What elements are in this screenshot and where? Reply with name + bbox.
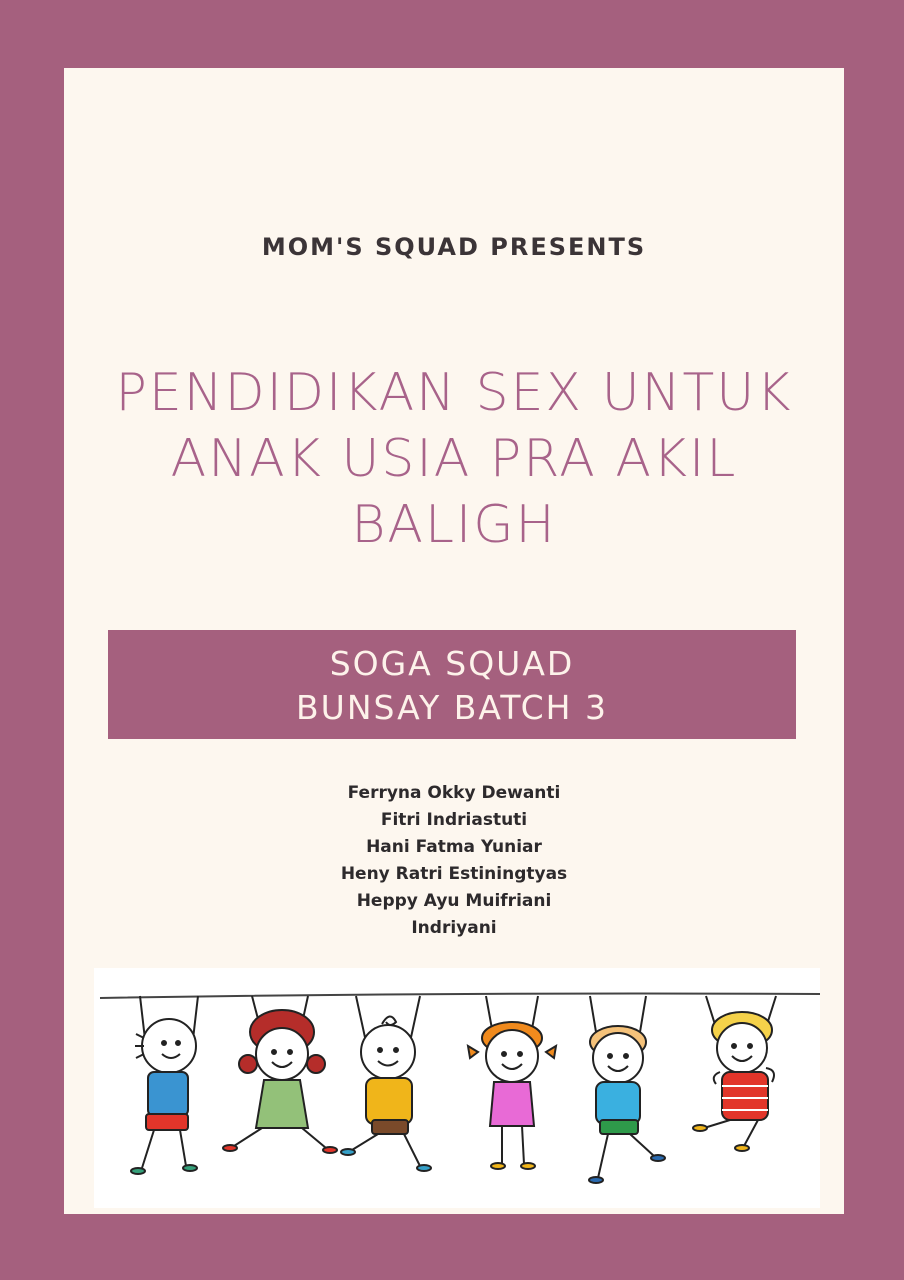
title-line-1: PENDIDIKAN SEX UNTUK [115, 363, 793, 423]
author-name: Indriyani [411, 918, 497, 938]
child-figure-2 [223, 996, 337, 1153]
author-list [64, 780, 844, 942]
author-name: Fitri Indriastuti [380, 810, 528, 830]
author-name: Ferryna Okky Dewanti [347, 783, 561, 803]
cover-panel [64, 68, 844, 1214]
child-figure-4 [468, 996, 556, 1169]
author-name: Heny Ratri Estiningtyas [340, 864, 568, 884]
book-title [104, 360, 804, 558]
group-name: SOGA SQUAD [329, 644, 575, 683]
child-figure-6 [693, 996, 776, 1151]
author-name: Hani Fatma Yuniar [366, 837, 542, 857]
presents-line: MOM'S SQUAD PRESENTS [261, 233, 647, 261]
children-hanging-svg [94, 968, 820, 1208]
child-figure-5 [589, 996, 665, 1183]
title-line-2: ANAK USIA PRA AKIL [170, 429, 738, 489]
child-figure-3 [341, 996, 431, 1171]
batch-name: BUNSAY BATCH 3 [296, 688, 608, 727]
child-figure-1 [131, 996, 198, 1174]
children-illustration [94, 968, 820, 1208]
author-name: Heppy Ayu Muifriani [356, 891, 552, 911]
title-line-3: BALIGH [351, 495, 557, 555]
group-band [108, 630, 796, 739]
